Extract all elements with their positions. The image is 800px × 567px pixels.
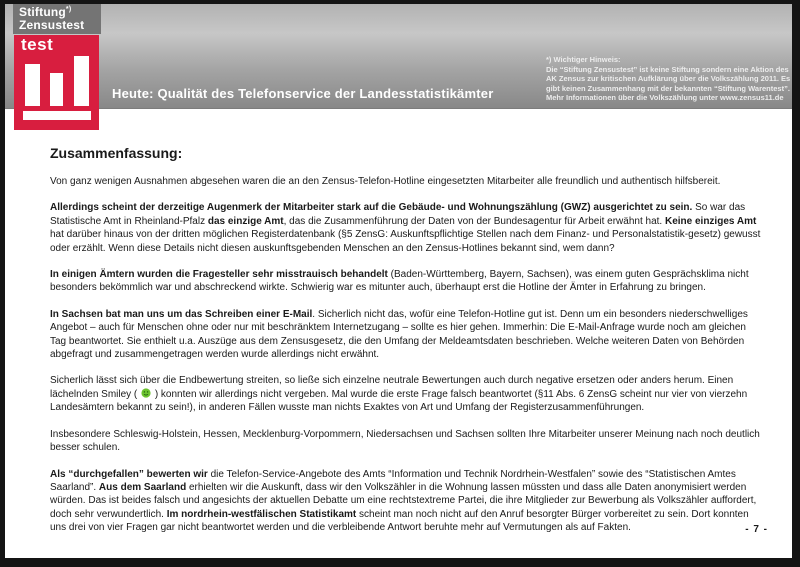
notice-line: Mehr Informationen über die Volkszählung unter www.zensus11.de <box>546 93 784 103</box>
document-body <box>50 145 762 548</box>
text-segment: Im nordrhein-westfälischen Statistikamt <box>166 508 357 520</box>
text-segment: hat darüber hinaus von der dritten möglichen Registerdatenbank (§5 ZensG: Auskunftspflichtige Stellen nach dem Finanz- und Personalstatistik-gesetz) gewusst oder erzählt. Wenn diese Details nicht diesen auskunftsgebenden Menschen an den Zensus-Hotlines bekannt sind, wem dann? <box>50 229 761 254</box>
paragraph <box>50 175 762 188</box>
text-segment: In Sachsen bat man uns um das Schreiben einer E-Mail <box>50 308 313 320</box>
header-notice <box>546 55 792 103</box>
brand-logo-line2: Zensustest <box>19 18 85 32</box>
text-segment: Insbesondere Schleswig-Holstein, Hessen, Mecklenburg-Vorpommern, Niedersachsen und Sachsen sollten Ihre Mitarbeiter unserer Meinung nach noch deutlich besser schulen. <box>50 428 760 454</box>
text-segment: Von ganz wenigen Ausnahmen abgesehen waren die an den Zensus-Telefon-Hotline eingesetzten Mitarbeiter alle freundlich und authentisch hilfsbereit. <box>50 176 721 187</box>
text-segment: So war das Statistische Amt in Rheinland-Pfalz <box>50 202 746 227</box>
paragraph <box>50 201 762 255</box>
header-title: Heute: Qualität des Telefonservice der Landesstatistikämter <box>112 86 494 101</box>
logo-bar-chart-icon <box>25 64 40 106</box>
document-page <box>5 4 792 558</box>
text-segment: das einzige Amt <box>207 215 284 227</box>
brand-logo <box>13 4 101 34</box>
page-number: - 7 - <box>745 524 768 535</box>
text-segment: ) konnten wir allerdings nicht vergeben. Mal wurde die erste Frage falsch beantwortet (§11 Abs. 6 ZensG scheint nur vier von vierzehn Landesämtern bekannt zu sein!), in anderen Fällen wusste man nichts Exaktes von Art und Umfang der Registerzusammenführungen. <box>50 388 748 414</box>
text-segment: scheint man noch nicht auf den Anruf besorgter Bürger vorbereitet zu sein. Dort konnten uns drei von vier Fragen gar nicht beantwortet werden und die verbleibende Antwort beruhte mehr auf Vermutungen als auf Fakten. <box>50 508 749 534</box>
notice-line: *) Wichtiger Hinweis: <box>546 55 621 64</box>
text-segment: erhielten wir die Auskunft, dass wir den Volkszähler in die Wohnung lassen müssten und dass alle Daten anonymisiert werden würden. Das ist beides falsch und angesichts der aktuellen Debatte um eine rechtstextreme Partei, die ihre Mitglieder zur Bewerbung als Volkszähler auffordert, doch sehr verwundertlich. <box>50 481 757 520</box>
footnote-marker: *) <box>65 6 72 13</box>
paragraph <box>50 308 762 362</box>
logo-baseline-bar <box>23 111 91 120</box>
text-segment: (Baden-Württemberg, Bayern, Sachsen), was einem guten Gesprächsklima nicht besonders bekömmlich war und abschreckend wirkte. Schwierig war es mitunter auch, überhaupt erst die Hotline der Ämter in Erfahrung zu bringen. <box>50 269 749 294</box>
text-segment: Sicherlich lässt sich über die Endbewertung streiten, so ließe sich einzelne neutrale Bewertungen auch durch negative ersetzen oder anders herum. Einen lächelnden Smiley ( <box>50 375 734 400</box>
text-segment: Allerdings scheint der derzeitige Augenmerk der Mitarbeiter stark auf die Gebäude- und Wohnungszählung (GWZ) ausgerichtet zu sein. <box>50 202 693 214</box>
paragraph <box>50 468 762 535</box>
header-band <box>5 4 792 109</box>
text-segment: Keine einziges Amt <box>664 215 757 227</box>
notice-line: gibt keinen Zusammenhang mit der bekannten “Stiftung Warentest”. <box>546 83 790 93</box>
text-segment: . Sicherlich nicht das, wofür eine Telefon-Hotline gut ist. Denn um ein besonders niederschwelliges Angebot – auch für Menschen ohne oder nur mit beschränktem Internetzugang – sollte es hier gehen. Immerhin: Die E-Mail-Anfrage wurde noch am gleichen Tag beantwortet. Sie enthielt u.a. Auszüge aus dem Zensusgesetz, die den Umfang der Meldeamtsdaten beschrieben. Welche weiteren Daten von Behörden abgefragt und zusammengetragen werden wurde allerdings nicht erwähnt. <box>50 308 748 361</box>
text-segment: Als “durchgefallen” bewerten wir <box>50 468 208 480</box>
paragraphs <box>50 175 762 535</box>
section-heading: Zusammenfassung: <box>50 145 183 161</box>
notice-line: AK Zensus zur kritischen Aufklärung über die Volkszählung 2011. Es <box>546 74 791 84</box>
paragraph <box>50 428 762 455</box>
logo-bar-chart-icon <box>50 73 63 106</box>
notice-line: Die “Stiftung Zensustest” ist keine Stiftung sondern eine Aktion des <box>546 64 789 74</box>
text-segment: die Telefon-Service-Angebote des Amts “Information und Technik Nordrhein-Westfalen” sowie des “Statistischen Amtes Saarland”. <box>50 468 736 493</box>
text-segment: , das die Zusammenführung der Daten von der Bundesagentur für Arbeit erwähnt hat. <box>283 215 665 227</box>
paragraph <box>50 374 762 414</box>
text-segment: Aus dem Saarland <box>98 481 187 493</box>
logo-bar-chart-icon <box>74 56 89 106</box>
brand-logo-text: Stiftung <box>19 5 66 19</box>
smiley-icon <box>141 388 151 398</box>
test-logo <box>14 35 99 130</box>
text-segment: In einigen Ämtern wurden die Fragesteller sehr misstrauisch behandelt <box>50 269 388 281</box>
test-logo-label: test <box>21 35 54 54</box>
paragraph <box>50 268 762 295</box>
